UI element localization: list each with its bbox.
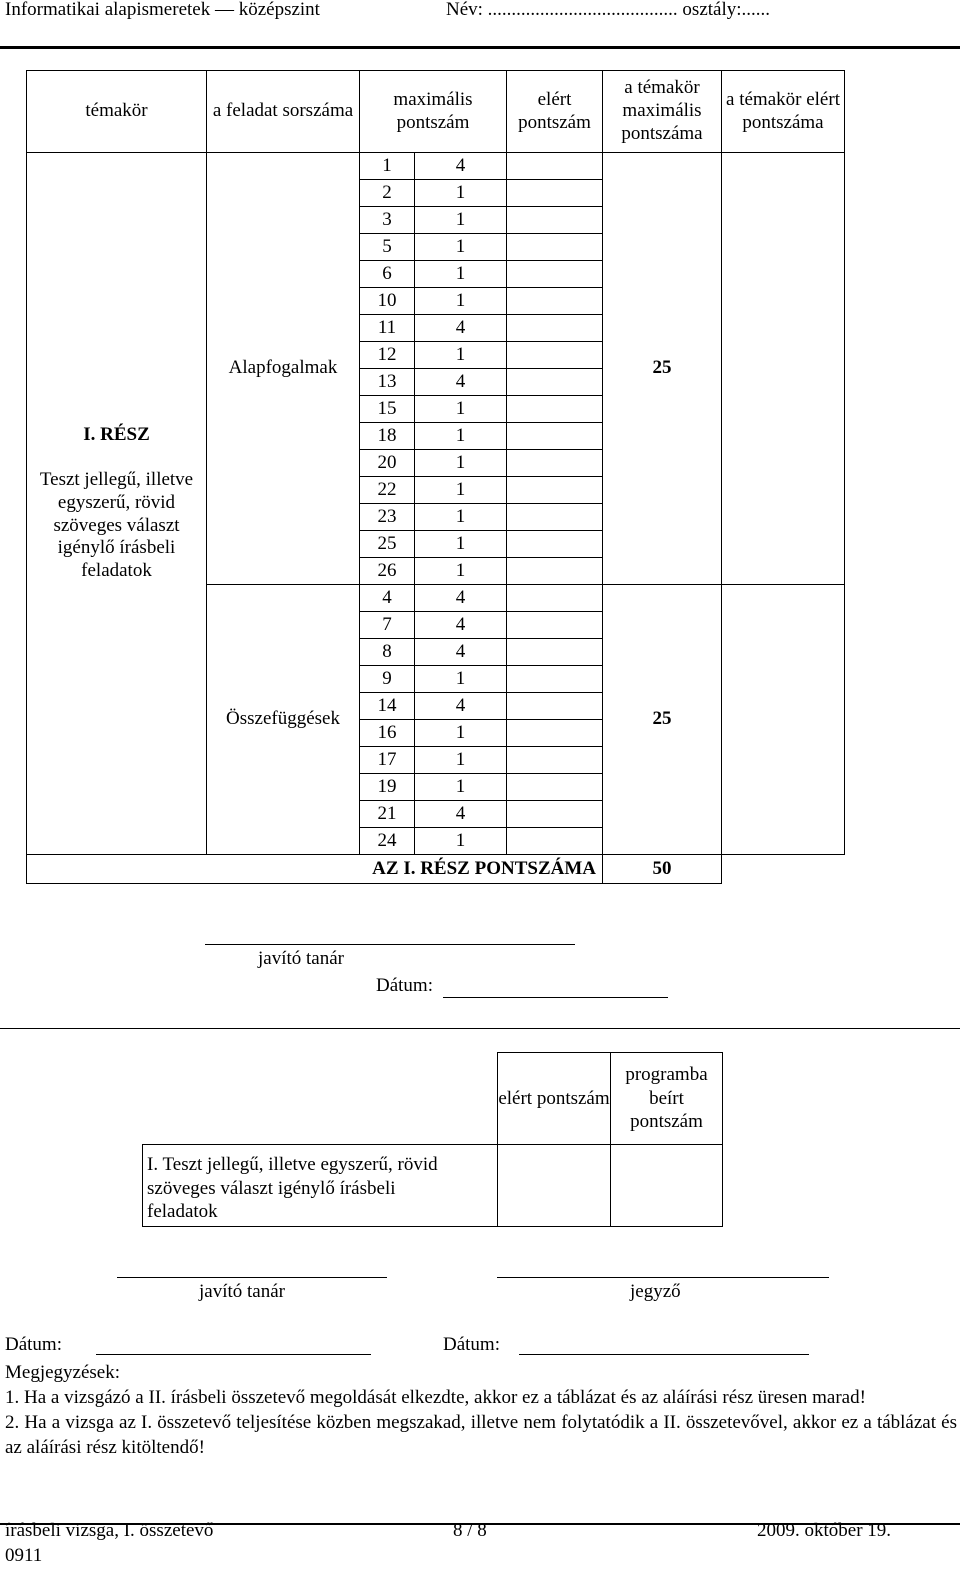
notes-block [5,1360,957,1460]
group-max-total: 25 [603,153,722,585]
footer-exam-label: írásbeli vizsga, I. összetevő [5,1520,214,1541]
task-achieved-cell[interactable] [507,396,603,423]
task-achieved-cell[interactable] [507,450,603,477]
task-number: 22 [360,477,415,504]
task-max-points: 4 [415,612,507,639]
task-achieved-cell[interactable] [507,774,603,801]
task-achieved-cell[interactable] [507,639,603,666]
group-max-total: 25 [603,585,722,855]
task-number: 6 [360,261,415,288]
task-achieved-cell[interactable] [507,234,603,261]
task-achieved-cell[interactable] [507,153,603,180]
task-max-points: 1 [415,558,507,585]
header-task-number: a feladat sorszáma [207,71,360,153]
task-max-points: 1 [415,180,507,207]
task-achieved-cell[interactable] [507,747,603,774]
date-line-left [96,1354,371,1355]
task-number: 8 [360,639,415,666]
part-cell [27,153,207,855]
task-number: 18 [360,423,415,450]
task-max-points: 1 [415,342,507,369]
task-achieved-cell[interactable] [507,369,603,396]
task-achieved-cell[interactable] [507,342,603,369]
date-label: Dátum: [376,975,433,996]
task-max-points: 4 [415,693,507,720]
task-achieved-cell[interactable] [507,693,603,720]
task-max-points: 4 [415,153,507,180]
summary-row-label-text: I. Teszt jellegű, illetve egyszerű, rövid szöveges választ igénylő írásbeli feladatok [147,1153,438,1223]
signature-line-teacher [205,944,575,945]
task-max-points: 1 [415,396,507,423]
task-achieved-cell[interactable] [507,315,603,342]
task-max-points: 1 [415,720,507,747]
task-achieved-cell[interactable] [507,801,603,828]
header-topic: témakör [27,71,207,153]
group-achieved-cell[interactable] [722,585,845,855]
summary-header-achieved: elért pontszám [498,1053,611,1145]
header-topic-achieved: a témakör elért pontszáma [722,71,845,153]
task-number: 3 [360,207,415,234]
footer-code: 0911 [5,1545,43,1566]
task-achieved-cell[interactable] [507,207,603,234]
task-max-points: 4 [415,801,507,828]
task-number: 26 [360,558,415,585]
task-max-points: 1 [415,666,507,693]
part-description: Teszt jellegű, illetve egyszerű, rövid szöveges választ igénylő írásbeli feladatok [39,468,194,582]
summary-blank-corner [143,1053,498,1145]
task-achieved-cell[interactable] [507,504,603,531]
task-number: 24 [360,828,415,855]
note-1: 1. Ha a vizsgázó a II. írásbeli összetevő megoldását elkezdte, akkor ez a táblázat és az aláírási rész üresen marad! [5,1387,866,1408]
summary-header-entered: programba beírt pontszám [611,1053,723,1145]
signature-teacher-label-2: javító tanár [199,1281,285,1302]
task-max-points: 4 [415,315,507,342]
score-table [26,70,845,884]
header-subject: Informatikai alapismeretek — középszint [5,0,320,20]
summary-row-label [143,1145,498,1227]
header-max-points: maximális pontszám [360,71,507,153]
task-number: 5 [360,234,415,261]
task-number: 14 [360,693,415,720]
task-number: 1 [360,153,415,180]
task-number: 4 [360,585,415,612]
date-line-right [519,1354,809,1355]
footer-page-number: 8 / 8 [453,1520,487,1541]
task-max-points: 1 [415,504,507,531]
task-achieved-cell[interactable] [507,261,603,288]
task-number: 9 [360,666,415,693]
task-number: 23 [360,504,415,531]
task-max-points: 1 [415,234,507,261]
header-rule [0,46,960,49]
task-max-points: 4 [415,639,507,666]
footer-date: 2009. október 19. [757,1520,892,1541]
task-number: 15 [360,396,415,423]
part-total-label: AZ I. RÉSZ PONTSZÁMA [27,855,603,884]
part-total-value: 50 [603,855,722,884]
task-number: 2 [360,180,415,207]
task-number: 12 [360,342,415,369]
task-achieved-cell[interactable] [507,720,603,747]
task-achieved-cell[interactable] [507,558,603,585]
task-max-points: 1 [415,288,507,315]
task-achieved-cell[interactable] [507,531,603,558]
task-max-points: 1 [415,207,507,234]
section-rule [0,1028,960,1029]
task-number: 16 [360,720,415,747]
task-achieved-cell[interactable] [507,180,603,207]
note-2: 2. Ha a vizsga az I. összetevő teljesítése közben megszakad, illetve nem folytatódik a II. összetevővel, akkor ez a táblázat és az aláírási rész kitöltendő! [5,1412,957,1458]
group-name: Alapfogalmak [207,153,360,585]
table-row [27,153,845,180]
task-number: 19 [360,774,415,801]
summary-achieved-cell[interactable] [498,1145,611,1227]
signature-line-registrar [497,1277,829,1278]
part-total-blank [722,855,845,884]
notes-title: Megjegyzések: [5,1362,121,1383]
task-number: 20 [360,450,415,477]
date-line [443,997,668,998]
task-achieved-cell[interactable] [507,612,603,639]
task-number: 13 [360,369,415,396]
task-achieved-cell[interactable] [507,288,603,315]
task-achieved-cell[interactable] [507,828,603,855]
task-max-points: 1 [415,261,507,288]
task-max-points: 1 [415,477,507,504]
header-achieved-points: elért pontszám [507,71,603,153]
task-achieved-cell[interactable] [507,585,603,612]
summary-table [142,1052,723,1227]
part-title: I. RÉSZ [83,424,150,446]
summary-entered-cell[interactable] [611,1145,723,1227]
task-max-points: 4 [415,369,507,396]
task-number: 21 [360,801,415,828]
task-max-points: 1 [415,747,507,774]
group-name: Összefüggések [207,585,360,855]
signature-line-teacher-2 [117,1277,387,1278]
signature-registrar-label: jegyző [630,1281,681,1302]
task-achieved-cell[interactable] [507,477,603,504]
task-max-points: 1 [415,423,507,450]
task-max-points: 4 [415,585,507,612]
header-topic-max: a témakör maximális pontszáma [603,71,722,153]
date-label-right: Dátum: [443,1334,500,1355]
header-name-class-field: Név: ........................................ osztály:...... [446,0,771,20]
task-number: 17 [360,747,415,774]
signature-teacher-label: javító tanár [258,948,344,969]
task-number: 7 [360,612,415,639]
task-number: 11 [360,315,415,342]
task-max-points: 1 [415,450,507,477]
date-label-left: Dátum: [5,1334,62,1355]
task-max-points: 1 [415,828,507,855]
group-achieved-cell[interactable] [722,153,845,585]
task-number: 10 [360,288,415,315]
task-achieved-cell[interactable] [507,666,603,693]
task-achieved-cell[interactable] [507,423,603,450]
task-max-points: 1 [415,531,507,558]
task-number: 25 [360,531,415,558]
task-max-points: 1 [415,774,507,801]
